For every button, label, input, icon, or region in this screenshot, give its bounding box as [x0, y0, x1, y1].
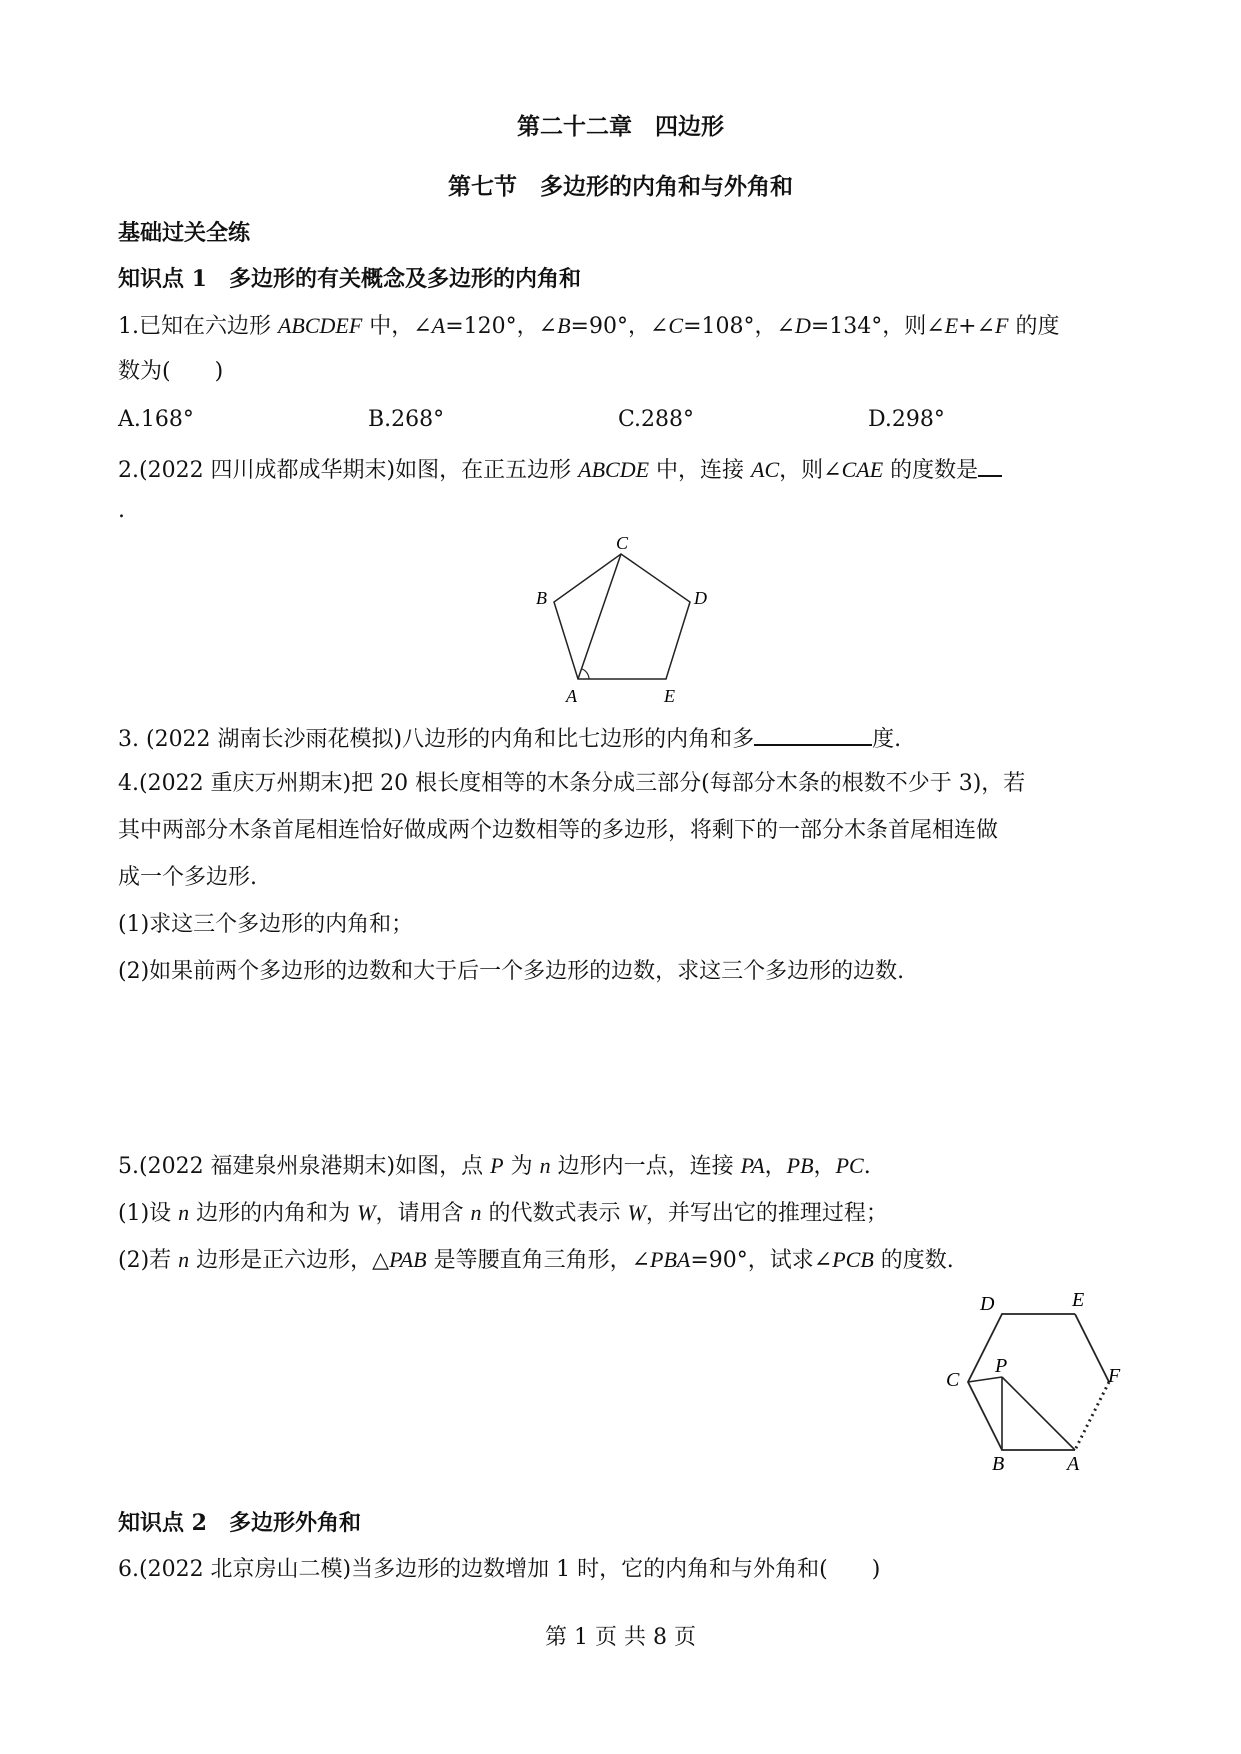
- q5-var: W: [627, 1200, 646, 1225]
- q5-var: P: [490, 1153, 504, 1178]
- q5-var: W: [357, 1200, 376, 1225]
- q1-text: 1.已知在六边形: [118, 314, 278, 339]
- q1-text: =108°，∠: [683, 314, 795, 339]
- q1-angle-letter: C: [668, 313, 684, 338]
- label-p: P: [995, 1355, 1008, 1377]
- q1-angle-letter: F: [995, 313, 1009, 338]
- question-6: 6.(2022 北京房山二模)当多边形的边数增加 1 时，它的内角和与外角和( ): [118, 1557, 881, 1582]
- label-b: B: [536, 588, 547, 608]
- pentagon-shape: [554, 554, 690, 679]
- q2-text: 的度数是: [883, 458, 979, 483]
- q3-answer-blank: [754, 722, 872, 746]
- question-4-line-1: 4.(2022 重庆万州期末)把 20 根长度相等的木条分成三部分(每部分木条的根数不少于 3)，若: [118, 771, 1026, 796]
- q1-text: +∠: [958, 314, 996, 339]
- q1-text: =134°，则∠: [810, 314, 945, 339]
- q1-option-a: A.168°: [118, 407, 194, 432]
- question-4-line-2: 其中两部分木条首尾相连恰好做成两个边数相等的多边形，将剩下的一部分木条首尾相连做: [118, 818, 999, 843]
- q3-text: 度.: [872, 727, 902, 752]
- q5-text: .: [863, 1154, 871, 1179]
- pentagon-figure: [530, 536, 710, 708]
- q2-text: 2.(2022 四川成都成华期末)如图，在正五边形: [118, 458, 579, 483]
- q5-text: 边形内一点，连接: [550, 1154, 741, 1179]
- q1-text: =90°，∠: [570, 314, 669, 339]
- q5-var: PC: [835, 1153, 864, 1178]
- q5-text: 为: [503, 1154, 540, 1179]
- question-4-sub-2: (2)如果前两个多边形的边数和大于后一个多边形的边数，求这三个多边形的边数.: [118, 959, 905, 984]
- q5-var: PBA: [650, 1247, 691, 1272]
- knowledge-point-2-heading: 知识点 2 多边形外角和: [118, 1510, 361, 1536]
- hexagon-dotted-side: [1075, 1382, 1109, 1450]
- q5-var: PCB: [832, 1247, 874, 1272]
- q5-text: ，请用含: [375, 1201, 471, 1226]
- label-d: D: [980, 1293, 995, 1315]
- diagonal-ac: [578, 554, 621, 679]
- q5-text: ，: [764, 1154, 787, 1179]
- hexagon-sides: [968, 1314, 1075, 1450]
- q1-angle-letter: D: [794, 313, 811, 338]
- q1-text: =120°，∠: [445, 314, 558, 339]
- q5-var: PA: [740, 1153, 765, 1178]
- q2-text: 中，连接: [649, 458, 752, 483]
- q3-text: 3. (2022 湖南长沙雨花模拟)八边形的内角和比七边形的内角和多: [118, 727, 755, 752]
- q5-text: ，并写出它的推理过程；: [645, 1201, 888, 1226]
- q1-angle-letter: B: [557, 313, 571, 338]
- knowledge-point-1-heading: 知识点 1 多边形的有关概念及多边形的内角和: [118, 266, 581, 292]
- q5-var: PAB: [389, 1247, 427, 1272]
- q5-text: =90°，试求∠: [690, 1248, 833, 1273]
- q1-angle-letter: E: [944, 313, 959, 338]
- section-title: 第七节 多边形的内角和与外角和: [448, 173, 793, 200]
- q2-segment-name: AC: [751, 457, 780, 482]
- q1-option-b: B.268°: [368, 407, 445, 432]
- segment-pa: [1002, 1377, 1075, 1450]
- label-e: E: [664, 686, 675, 706]
- q1-option-d: D.298°: [868, 407, 945, 432]
- q2-pentagon-name: ABCDE: [578, 457, 650, 482]
- q5-var: n: [470, 1200, 482, 1225]
- label-c: C: [946, 1369, 960, 1391]
- question-2-line-1: [118, 453, 1002, 486]
- label-e: E: [1072, 1290, 1085, 1311]
- q5-text: 的度数.: [873, 1248, 954, 1273]
- q5-text: 边形是正六边形，△: [189, 1248, 390, 1273]
- question-1-line-1: [118, 311, 1059, 342]
- label-f: F: [1108, 1365, 1121, 1387]
- q2-period: .: [118, 498, 125, 523]
- chapter-title: 第二十二章 四边形: [517, 113, 724, 140]
- hexagon-figure: [940, 1290, 1140, 1480]
- q5-var: PB: [786, 1153, 814, 1178]
- q5-var: n: [178, 1200, 190, 1225]
- q1-text: 中，∠: [362, 314, 432, 339]
- label-a: A: [566, 686, 577, 706]
- angle-cae-arc: [582, 669, 589, 679]
- question-4-sub-1: (1)求这三个多边形的内角和；: [118, 912, 414, 937]
- q5-text: (2)若: [118, 1248, 179, 1273]
- q2-answer-blank: [978, 453, 1002, 477]
- q5-text: (1)设: [118, 1201, 179, 1226]
- question-5-line-1: [118, 1151, 871, 1182]
- q5-text: 的代数式表示: [481, 1201, 628, 1226]
- question-5-sub-1: [118, 1198, 888, 1229]
- label-a: A: [1067, 1453, 1080, 1475]
- q2-angle-name: CAE: [841, 457, 884, 482]
- q1-angle-letter: A: [431, 313, 446, 338]
- label-d: D: [694, 588, 707, 608]
- part-heading: 基础过关全练: [118, 220, 251, 246]
- question-3: [118, 722, 901, 755]
- q5-text: 边形的内角和为: [189, 1201, 358, 1226]
- q5-var: n: [178, 1247, 190, 1272]
- q1-hexagon-name: ABCDEF: [277, 313, 363, 338]
- q1-option-c: C.288°: [618, 407, 695, 432]
- question-1-line-2: 数为( ): [118, 359, 224, 384]
- label-c: C: [616, 536, 629, 553]
- q5-text: 是等腰直角三角形，∠: [426, 1248, 651, 1273]
- label-b: B: [992, 1453, 1005, 1475]
- q5-var: n: [539, 1153, 551, 1178]
- question-5-sub-2: [118, 1245, 954, 1276]
- q1-text: 的度: [1008, 314, 1060, 339]
- hexagon-sides: [1075, 1314, 1109, 1382]
- q2-text: ，则∠: [779, 458, 842, 483]
- segment-pc: [968, 1377, 1002, 1382]
- question-4-line-3: 成一个多边形.: [118, 865, 257, 890]
- q5-text: ，: [813, 1154, 836, 1179]
- q5-text: 5.(2022 福建泉州泉港期末)如图，点: [118, 1154, 491, 1179]
- page-footer: 第 1 页 共 8 页: [545, 1625, 696, 1650]
